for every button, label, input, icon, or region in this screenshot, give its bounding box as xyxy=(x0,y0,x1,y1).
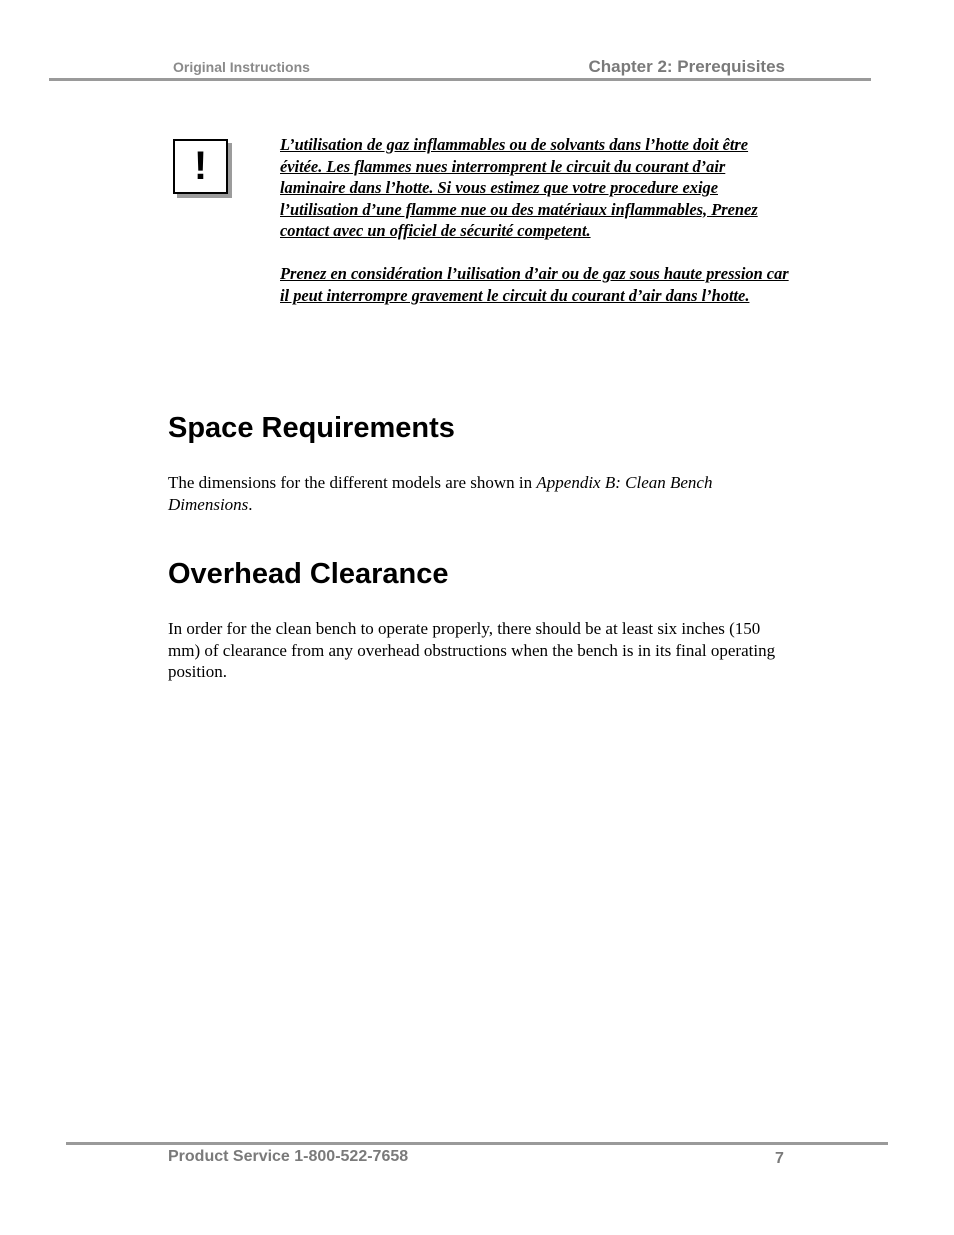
overhead-clearance-text: In order for the clean bench to operate properly, there should be at least six inches (150 mm) of clearance from any overhead obstructions when the bench is in its final operating position. xyxy=(168,619,776,681)
space-requirements-heading: Space Requirements xyxy=(168,412,455,444)
header-divider xyxy=(49,78,871,81)
header-chapter-title: Chapter 2: Prerequisites xyxy=(588,57,785,76)
warning-paragraph-2: Prenez en considération l’uilisation d’air ou de gaz sous haute pression car il peut interrompre gravement le circuit du courant d’air dans l’hotte. xyxy=(280,264,789,305)
page-number: 7 xyxy=(775,1150,784,1167)
warning-text xyxy=(280,134,792,306)
warning-paragraph-1: L’utilisation de gaz inflammables ou de solvants dans l’hotte doit être évitée. Les flammes nues interromprent le circuit du courant d’air laminaire dans l’hotte. Si vous estimez que votre procedure exige l’utilisation d’une flamme nue ou des matériaux inflammables, Prenez contact avec un officiel de sécurité competent. xyxy=(280,135,758,240)
exclamation-icon: ! xyxy=(173,139,228,194)
space-text-plain: The dimensions for the different models are shown in xyxy=(168,473,537,492)
space-requirements-text xyxy=(168,472,793,515)
appendix-reference: Appendix B: Clean Bench Dimensions xyxy=(168,473,713,514)
footer-divider xyxy=(66,1142,888,1145)
footer-product-service: Product Service 1-800-522-7658 xyxy=(168,1148,409,1165)
overhead-clearance-heading: Overhead Clearance xyxy=(168,558,449,590)
space-text-end: . xyxy=(248,494,253,514)
header-original-instructions: Original Instructions xyxy=(173,59,310,75)
